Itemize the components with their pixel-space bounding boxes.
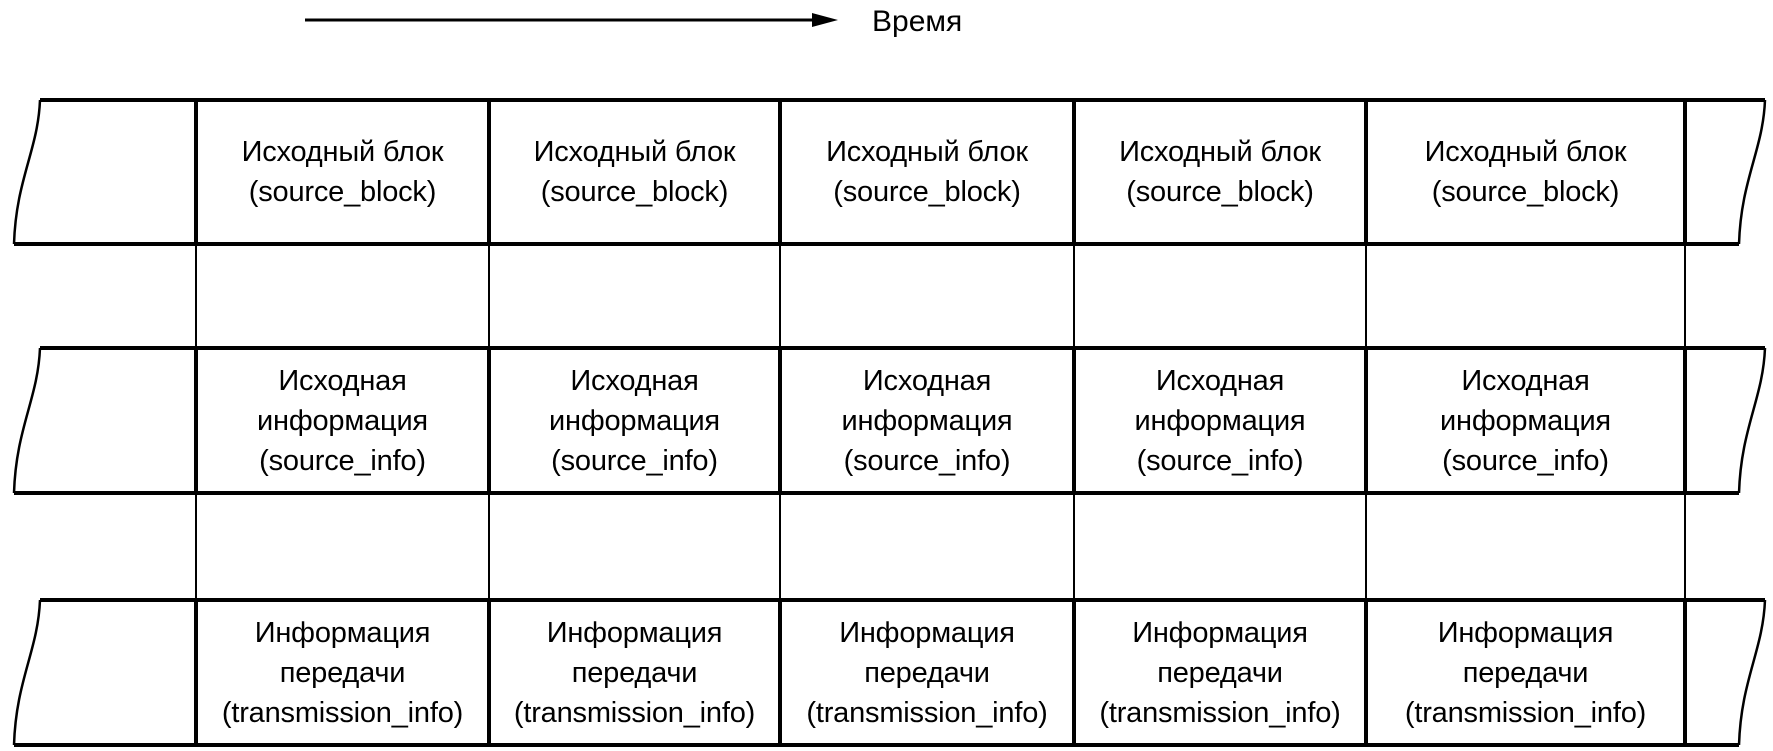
transmission-info-cell-line: (transmission_info) (513, 696, 756, 729)
transmission-info-cell-line: передачи (864, 656, 990, 689)
source-info-cell-line: информация (1134, 404, 1306, 437)
transmission-info-cell-line: (transmission_info) (221, 696, 464, 729)
break-edge-left (14, 100, 40, 244)
transmission-info-cell-line: (transmission_info) (1099, 696, 1341, 729)
transmission-info-cell-line: передачи (1462, 656, 1589, 689)
source-info-cell-line: Исходная (1155, 364, 1285, 397)
source-info-cell-line: (source_info) (1442, 444, 1609, 477)
source-block-cell-line: (source_block) (833, 176, 1021, 208)
transmission-info-cell-line: передачи (279, 656, 406, 689)
transmission-info-cell-line: (transmission_info) (806, 696, 1048, 729)
transmission-info-cell-line: Информация (1437, 616, 1614, 649)
transmission-info-cell-line: Информация (546, 616, 723, 649)
source-block-cell-line: Исходный блок (241, 136, 444, 168)
source-block-cell-line: Исходный блок (533, 136, 736, 168)
source-info-cell-line: Исходная (1461, 364, 1590, 397)
transmission-info-cell-line: (transmission_info) (1404, 696, 1647, 729)
source-info-cell-line: информация (257, 404, 428, 437)
time-label: Время (872, 5, 963, 38)
time-arrow (305, 13, 838, 27)
transmission-info-cell-line: передачи (1157, 656, 1283, 689)
source-block-cell-line: Исходный блок (1119, 136, 1321, 168)
source-info-cell-line: информация (841, 404, 1013, 437)
source-info-cell-line: информация (549, 404, 720, 437)
source-info-cell-line: Исходная (278, 364, 407, 397)
source-block-cell-line: Исходный блок (826, 136, 1028, 168)
source-info-cell-line: Исходная (570, 364, 699, 397)
source-info-cell-line: информация (1440, 404, 1611, 437)
source-block-cell-line: (source_block) (540, 176, 729, 208)
source-info-cell-line: (source_info) (259, 444, 426, 477)
source-block-cell-line: (source_block) (248, 176, 437, 208)
break-edge-right (1739, 348, 1765, 493)
source-block-cell-line: (source_block) (1431, 176, 1620, 208)
source-info-cell-line: (source_info) (1136, 444, 1304, 477)
source-info-cell-line: (source_info) (551, 444, 718, 477)
break-edge-right (1739, 100, 1765, 244)
transmission-info-cell-line: Информация (1132, 616, 1308, 649)
transmission-info-cell-line: передачи (571, 656, 698, 689)
source-info-cell-line: Исходная (862, 364, 992, 397)
break-edge-left (14, 600, 40, 745)
break-edge-right (1739, 600, 1765, 745)
source-block-cell-line: (source_block) (1126, 176, 1314, 208)
block-grid (14, 100, 1765, 745)
break-edge-left (14, 348, 40, 493)
source-info-cell-line: (source_info) (843, 444, 1011, 477)
source-block-cell-line: Исходный блок (1424, 136, 1627, 168)
transmission-info-cell-line: Информация (254, 616, 431, 649)
transmission-info-cell-line: Информация (839, 616, 1015, 649)
